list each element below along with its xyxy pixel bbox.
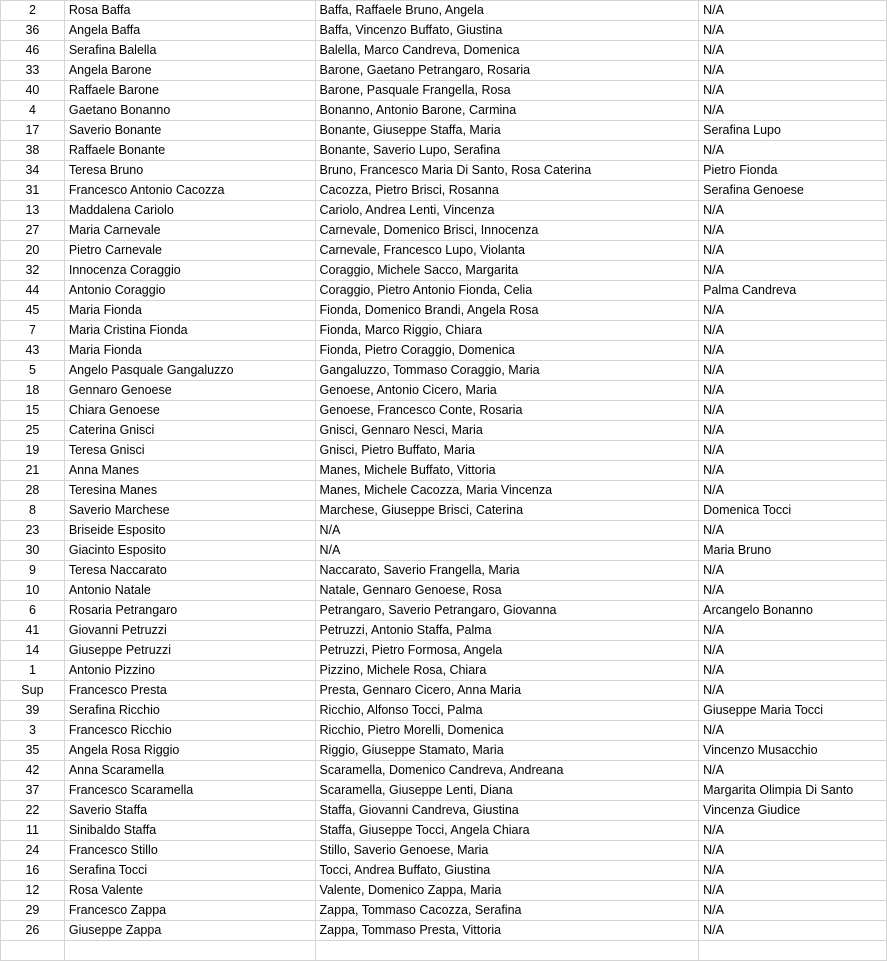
spouse-cell[interactable]: N/A — [699, 341, 887, 361]
spouse-cell[interactable]: N/A — [699, 421, 887, 441]
spouse-cell[interactable]: N/A — [699, 521, 887, 541]
parents-cell[interactable]: Fionda, Marco Riggio, Chiara — [315, 321, 699, 341]
id-cell[interactable]: 18 — [1, 381, 65, 401]
id-cell[interactable]: 2 — [1, 1, 65, 21]
id-cell[interactable]: 30 — [1, 541, 65, 561]
name-cell[interactable]: Raffaele Bonante — [64, 141, 315, 161]
parents-cell[interactable]: Natale, Gennaro Genoese, Rosa — [315, 581, 699, 601]
spouse-cell[interactable]: N/A — [699, 241, 887, 261]
spouse-cell[interactable]: N/A — [699, 301, 887, 321]
id-cell[interactable]: 8 — [1, 501, 65, 521]
spouse-cell[interactable]: N/A — [699, 621, 887, 641]
parents-cell[interactable]: Cariolo, Andrea Lenti, Vincenza — [315, 201, 699, 221]
spouse-cell[interactable]: Maria Bruno — [699, 541, 887, 561]
name-cell[interactable]: Francesco Zappa — [64, 901, 315, 921]
parents-cell[interactable]: Bonante, Saverio Lupo, Serafina — [315, 141, 699, 161]
table-row — [1, 1, 887, 21]
name-cell[interactable]: Francesco Scaramella — [64, 781, 315, 801]
name-cell[interactable]: Maria Fionda — [64, 301, 315, 321]
spouse-cell[interactable]: N/A — [699, 141, 887, 161]
table-row — [1, 241, 887, 261]
id-cell[interactable]: 24 — [1, 841, 65, 861]
table-row — [1, 701, 887, 721]
id-cell[interactable]: 7 — [1, 321, 65, 341]
spouse-cell[interactable]: Margarita Olimpia Di Santo — [699, 781, 887, 801]
parents-cell[interactable]: Carnevale, Francesco Lupo, Violanta — [315, 241, 699, 261]
name-cell[interactable]: Pietro Carnevale — [64, 241, 315, 261]
table-row — [1, 161, 887, 181]
table-row — [1, 741, 887, 761]
table-row — [1, 941, 887, 961]
name-cell[interactable]: Maria Fionda — [64, 341, 315, 361]
parents-cell[interactable]: Zappa, Tommaso Presta, Vittoria — [315, 921, 699, 941]
parents-cell[interactable]: Fionda, Domenico Brandi, Angela Rosa — [315, 301, 699, 321]
table-row — [1, 521, 887, 541]
table-row — [1, 81, 887, 101]
id-cell[interactable]: 11 — [1, 821, 65, 841]
spouse-cell[interactable]: N/A — [699, 721, 887, 741]
table-row — [1, 581, 887, 601]
parents-cell[interactable]: Ricchio, Alfonso Tocci, Palma — [315, 701, 699, 721]
name-cell[interactable]: Raffaele Barone — [64, 81, 315, 101]
spouse-cell[interactable]: Serafina Genoese — [699, 181, 887, 201]
table-row — [1, 821, 887, 841]
id-cell[interactable]: 40 — [1, 81, 65, 101]
spouse-cell[interactable]: Giuseppe Maria Tocci — [699, 701, 887, 721]
id-cell[interactable]: 15 — [1, 401, 65, 421]
parents-cell[interactable]: Petruzzi, Antonio Staffa, Palma — [315, 621, 699, 641]
table-row — [1, 901, 887, 921]
name-cell[interactable]: Giacinto Esposito — [64, 541, 315, 561]
parents-cell[interactable]: Barone, Gaetano Petrangaro, Rosaria — [315, 61, 699, 81]
name-cell[interactable]: Saverio Bonante — [64, 121, 315, 141]
table-row — [1, 601, 887, 621]
id-cell[interactable]: 36 — [1, 21, 65, 41]
table-row — [1, 381, 887, 401]
spouse-cell[interactable]: N/A — [699, 861, 887, 881]
parents-cell[interactable]: Zappa, Tommaso Cacozza, Serafina — [315, 901, 699, 921]
parents-cell[interactable]: Genoese, Francesco Conte, Rosaria — [315, 401, 699, 421]
name-cell[interactable]: Gennaro Genoese — [64, 381, 315, 401]
parents-cell[interactable]: Bruno, Francesco Maria Di Santo, Rosa Caterina — [315, 161, 699, 181]
table-row — [1, 641, 887, 661]
id-cell[interactable]: 46 — [1, 41, 65, 61]
spouse-cell[interactable]: N/A — [699, 41, 887, 61]
name-cell[interactable]: Giuseppe Petruzzi — [64, 641, 315, 661]
id-cell[interactable]: 45 — [1, 301, 65, 321]
name-cell[interactable]: Sinibaldo Staffa — [64, 821, 315, 841]
parents-cell[interactable]: N/A — [315, 541, 699, 561]
spouse-cell[interactable]: N/A — [699, 321, 887, 341]
spouse-cell[interactable]: N/A — [699, 401, 887, 421]
id-cell[interactable]: 13 — [1, 201, 65, 221]
spouse-cell[interactable]: N/A — [699, 101, 887, 121]
spouse-cell[interactable]: N/A — [699, 881, 887, 901]
parents-cell[interactable]: Manes, Michele Cacozza, Maria Vincenza — [315, 481, 699, 501]
name-cell[interactable]: Teresa Naccarato — [64, 561, 315, 581]
table-row — [1, 121, 887, 141]
table-row — [1, 721, 887, 741]
table-row — [1, 21, 887, 41]
id-cell[interactable]: 43 — [1, 341, 65, 361]
spouse-cell[interactable]: N/A — [699, 681, 887, 701]
spouse-cell[interactable]: Vincenzo Musacchio — [699, 741, 887, 761]
id-cell[interactable]: 14 — [1, 641, 65, 661]
name-cell[interactable]: Serafina Ricchio — [64, 701, 315, 721]
table-row — [1, 781, 887, 801]
spouse-cell[interactable]: N/A — [699, 481, 887, 501]
parents-cell[interactable]: Stillo, Saverio Genoese, Maria — [315, 841, 699, 861]
table-row — [1, 201, 887, 221]
table-row — [1, 621, 887, 641]
parents-cell[interactable]: Petruzzi, Pietro Formosa, Angela — [315, 641, 699, 661]
id-cell[interactable]: 37 — [1, 781, 65, 801]
id-cell[interactable]: 20 — [1, 241, 65, 261]
spouse-cell[interactable]: Pietro Fionda — [699, 161, 887, 181]
name-cell[interactable]: Anna Scaramella — [64, 761, 315, 781]
parents-cell[interactable] — [315, 941, 699, 961]
spouse-cell[interactable]: Palma Candreva — [699, 281, 887, 301]
name-cell[interactable]: Saverio Staffa — [64, 801, 315, 821]
spouse-cell[interactable]: N/A — [699, 901, 887, 921]
spouse-cell[interactable]: N/A — [699, 61, 887, 81]
spouse-cell[interactable]: N/A — [699, 381, 887, 401]
parents-cell[interactable]: Carnevale, Domenico Brisci, Innocenza — [315, 221, 699, 241]
parents-cell[interactable]: Bonante, Giuseppe Staffa, Maria — [315, 121, 699, 141]
id-cell[interactable]: 26 — [1, 921, 65, 941]
id-cell[interactable]: 19 — [1, 441, 65, 461]
spouse-cell[interactable]: Serafina Lupo — [699, 121, 887, 141]
table-row — [1, 181, 887, 201]
parents-cell[interactable]: Balella, Marco Candreva, Domenica — [315, 41, 699, 61]
table-row — [1, 801, 887, 821]
name-cell[interactable]: Gaetano Bonanno — [64, 101, 315, 121]
spreadsheet-body — [1, 1, 887, 961]
parents-cell[interactable]: Gnisci, Pietro Buffato, Maria — [315, 441, 699, 461]
id-cell[interactable]: Sup — [1, 681, 65, 701]
parents-cell[interactable]: Staffa, Giovanni Candreva, Giustina — [315, 801, 699, 821]
parents-cell[interactable]: Tocci, Andrea Buffato, Giustina — [315, 861, 699, 881]
parents-cell[interactable]: Gangaluzzo, Tommaso Coraggio, Maria — [315, 361, 699, 381]
parents-cell[interactable]: N/A — [315, 521, 699, 541]
name-cell[interactable]: Chiara Genoese — [64, 401, 315, 421]
parents-cell[interactable]: Valente, Domenico Zappa, Maria — [315, 881, 699, 901]
parents-cell[interactable]: Ricchio, Pietro Morelli, Domenica — [315, 721, 699, 741]
id-cell[interactable]: 4 — [1, 101, 65, 121]
table-row — [1, 281, 887, 301]
spouse-cell[interactable] — [699, 941, 887, 961]
id-cell[interactable]: 10 — [1, 581, 65, 601]
table-row — [1, 441, 887, 461]
parents-cell[interactable]: Marchese, Giuseppe Brisci, Caterina — [315, 501, 699, 521]
parents-cell[interactable]: Presta, Gennaro Cicero, Anna Maria — [315, 681, 699, 701]
table-row — [1, 661, 887, 681]
table-row — [1, 861, 887, 881]
table-row — [1, 841, 887, 861]
name-cell[interactable]: Innocenza Coraggio — [64, 261, 315, 281]
spouse-cell[interactable]: N/A — [699, 201, 887, 221]
spouse-cell[interactable]: N/A — [699, 1, 887, 21]
spouse-cell[interactable]: N/A — [699, 641, 887, 661]
spouse-cell[interactable]: N/A — [699, 661, 887, 681]
id-cell[interactable]: 33 — [1, 61, 65, 81]
name-cell[interactable]: Antonio Coraggio — [64, 281, 315, 301]
spouse-cell[interactable]: N/A — [699, 221, 887, 241]
parents-cell[interactable]: Scaramella, Domenico Candreva, Andreana — [315, 761, 699, 781]
parents-cell[interactable]: Gnisci, Gennaro Nesci, Maria — [315, 421, 699, 441]
name-cell[interactable]: Saverio Marchese — [64, 501, 315, 521]
name-cell[interactable]: Maddalena Cariolo — [64, 201, 315, 221]
spouse-cell[interactable]: N/A — [699, 841, 887, 861]
id-cell[interactable]: 35 — [1, 741, 65, 761]
name-cell[interactable]: Angelo Pasquale Gangaluzzo — [64, 361, 315, 381]
id-cell[interactable]: 31 — [1, 181, 65, 201]
table-row — [1, 321, 887, 341]
id-cell[interactable]: 32 — [1, 261, 65, 281]
name-cell[interactable]: Angela Rosa Riggio — [64, 741, 315, 761]
table-row — [1, 681, 887, 701]
id-cell[interactable]: 22 — [1, 801, 65, 821]
parents-cell[interactable]: Baffa, Vincenzo Buffato, Giustina — [315, 21, 699, 41]
table-row — [1, 221, 887, 241]
parents-cell[interactable]: Baffa, Raffaele Bruno, Angela — [315, 1, 699, 21]
table-row — [1, 141, 887, 161]
name-cell[interactable]: Francesco Presta — [64, 681, 315, 701]
id-cell[interactable]: 39 — [1, 701, 65, 721]
id-cell[interactable] — [1, 941, 65, 961]
table-row — [1, 421, 887, 441]
table-row — [1, 301, 887, 321]
table-row — [1, 481, 887, 501]
name-cell[interactable]: Anna Manes — [64, 461, 315, 481]
id-cell[interactable]: 34 — [1, 161, 65, 181]
parents-cell[interactable]: Scaramella, Giuseppe Lenti, Diana — [315, 781, 699, 801]
spouse-cell[interactable]: Vincenza Giudice — [699, 801, 887, 821]
id-cell[interactable]: 23 — [1, 521, 65, 541]
table-row — [1, 101, 887, 121]
id-cell[interactable]: 6 — [1, 601, 65, 621]
parents-cell[interactable]: Manes, Michele Buffato, Vittoria — [315, 461, 699, 481]
table-row — [1, 921, 887, 941]
parents-cell[interactable]: Fionda, Pietro Coraggio, Domenica — [315, 341, 699, 361]
spouse-cell[interactable]: Domenica Tocci — [699, 501, 887, 521]
name-cell[interactable]: Angela Baffa — [64, 21, 315, 41]
name-cell[interactable]: Rosaria Petrangaro — [64, 601, 315, 621]
spouse-cell[interactable]: N/A — [699, 761, 887, 781]
table-row — [1, 461, 887, 481]
name-cell[interactable]: Caterina Gnisci — [64, 421, 315, 441]
name-cell[interactable]: Rosa Baffa — [64, 1, 315, 21]
table-row — [1, 361, 887, 381]
spouse-cell[interactable]: N/A — [699, 921, 887, 941]
id-cell[interactable]: 38 — [1, 141, 65, 161]
id-cell[interactable]: 21 — [1, 461, 65, 481]
spouse-cell[interactable]: N/A — [699, 81, 887, 101]
name-cell[interactable]: Briseide Esposito — [64, 521, 315, 541]
id-cell[interactable]: 1 — [1, 661, 65, 681]
name-cell[interactable]: Giovanni Petruzzi — [64, 621, 315, 641]
name-cell[interactable]: Francesco Ricchio — [64, 721, 315, 741]
name-cell[interactable]: Serafina Balella — [64, 41, 315, 61]
id-cell[interactable]: 16 — [1, 861, 65, 881]
parents-cell[interactable]: Pizzino, Michele Rosa, Chiara — [315, 661, 699, 681]
name-cell[interactable] — [64, 941, 315, 961]
parents-cell[interactable]: Riggio, Giuseppe Stamato, Maria — [315, 741, 699, 761]
name-cell[interactable]: Maria Carnevale — [64, 221, 315, 241]
name-cell[interactable]: Teresa Gnisci — [64, 441, 315, 461]
spouse-cell[interactable]: Arcangelo Bonanno — [699, 601, 887, 621]
table-row — [1, 261, 887, 281]
parents-cell[interactable]: Coraggio, Michele Sacco, Margarita — [315, 261, 699, 281]
parents-cell[interactable]: Cacozza, Pietro Brisci, Rosanna — [315, 181, 699, 201]
spouse-cell[interactable]: N/A — [699, 561, 887, 581]
name-cell[interactable]: Teresina Manes — [64, 481, 315, 501]
parents-cell[interactable]: Genoese, Antonio Cicero, Maria — [315, 381, 699, 401]
spouse-cell[interactable]: N/A — [699, 361, 887, 381]
spouse-cell[interactable]: N/A — [699, 461, 887, 481]
spouse-cell[interactable]: N/A — [699, 581, 887, 601]
spouse-cell[interactable]: N/A — [699, 261, 887, 281]
name-cell[interactable]: Antonio Pizzino — [64, 661, 315, 681]
spouse-cell[interactable]: N/A — [699, 441, 887, 461]
id-cell[interactable]: 5 — [1, 361, 65, 381]
name-cell[interactable]: Rosa Valente — [64, 881, 315, 901]
parents-cell[interactable]: Bonanno, Antonio Barone, Carmina — [315, 101, 699, 121]
name-cell[interactable]: Teresa Bruno — [64, 161, 315, 181]
id-cell[interactable]: 28 — [1, 481, 65, 501]
table-row — [1, 881, 887, 901]
parents-cell[interactable]: Staffa, Giuseppe Tocci, Angela Chiara — [315, 821, 699, 841]
name-cell[interactable]: Antonio Natale — [64, 581, 315, 601]
spouse-cell[interactable]: N/A — [699, 21, 887, 41]
name-cell[interactable]: Maria Cristina Fionda — [64, 321, 315, 341]
table-row — [1, 341, 887, 361]
id-cell[interactable]: 9 — [1, 561, 65, 581]
spouse-cell[interactable]: N/A — [699, 821, 887, 841]
name-cell[interactable]: Angela Barone — [64, 61, 315, 81]
id-cell[interactable]: 42 — [1, 761, 65, 781]
id-cell[interactable]: 25 — [1, 421, 65, 441]
name-cell[interactable]: Serafina Tocci — [64, 861, 315, 881]
id-cell[interactable]: 29 — [1, 901, 65, 921]
name-cell[interactable]: Francesco Stillo — [64, 841, 315, 861]
id-cell[interactable]: 41 — [1, 621, 65, 641]
id-cell[interactable]: 27 — [1, 221, 65, 241]
id-cell[interactable]: 44 — [1, 281, 65, 301]
id-cell[interactable]: 3 — [1, 721, 65, 741]
parents-cell[interactable]: Naccarato, Saverio Frangella, Maria — [315, 561, 699, 581]
name-cell[interactable]: Francesco Antonio Cacozza — [64, 181, 315, 201]
name-cell[interactable]: Giuseppe Zappa — [64, 921, 315, 941]
table-row — [1, 761, 887, 781]
table-row — [1, 541, 887, 561]
table-row — [1, 41, 887, 61]
parents-cell[interactable]: Coraggio, Pietro Antonio Fionda, Celia — [315, 281, 699, 301]
id-cell[interactable]: 17 — [1, 121, 65, 141]
parents-cell[interactable]: Petrangaro, Saverio Petrangaro, Giovanna — [315, 601, 699, 621]
table-row — [1, 561, 887, 581]
table-row — [1, 401, 887, 421]
table-row — [1, 61, 887, 81]
id-cell[interactable]: 12 — [1, 881, 65, 901]
parents-cell[interactable]: Barone, Pasquale Frangella, Rosa — [315, 81, 699, 101]
table-row — [1, 501, 887, 521]
